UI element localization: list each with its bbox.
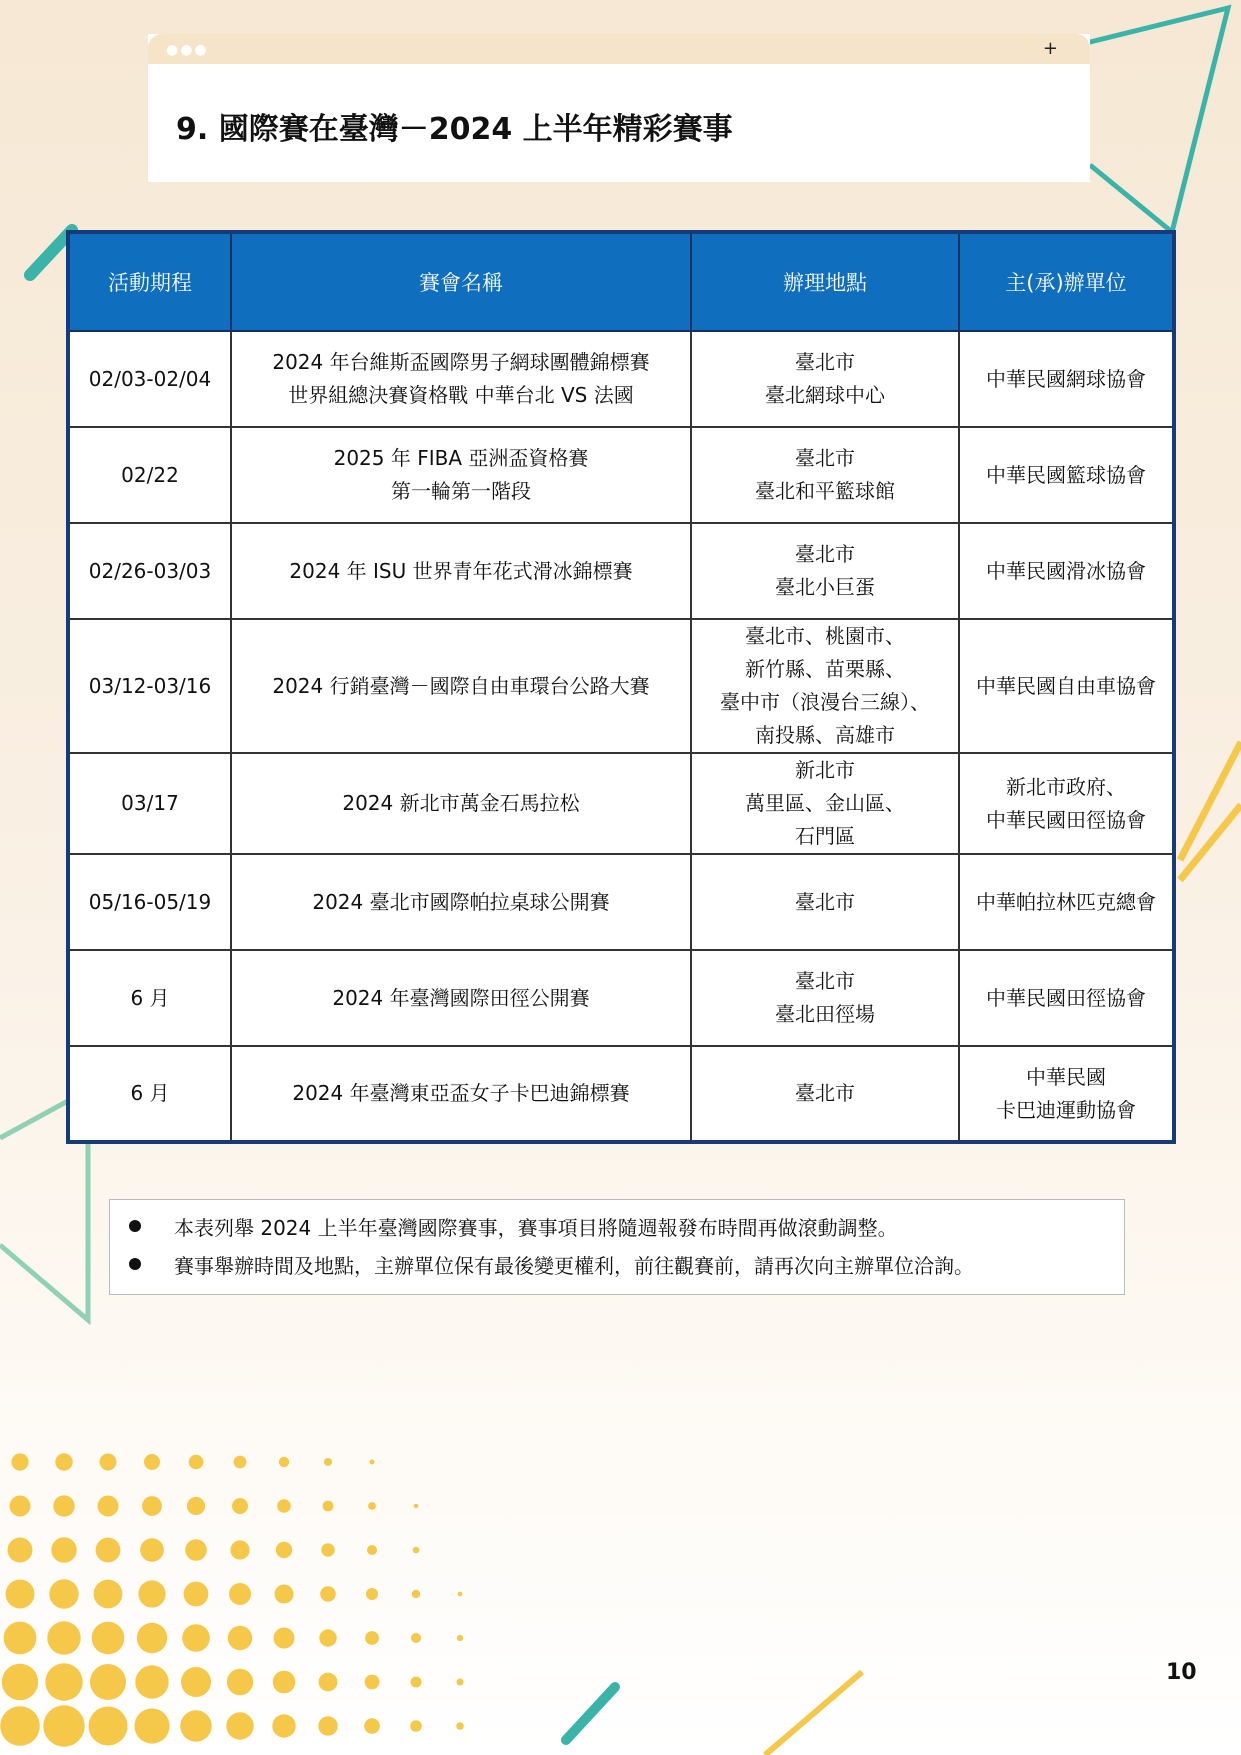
dot — [47, 1621, 80, 1654]
dot — [43, 1705, 84, 1746]
venue-cell-line: 臺北田徑場 — [775, 1002, 875, 1026]
dot — [276, 1542, 292, 1558]
event-cell — [231, 1046, 691, 1142]
venue-cell — [691, 950, 959, 1046]
dot — [135, 1665, 168, 1698]
dot — [181, 1667, 211, 1697]
venue-cell-line: 石門區 — [795, 824, 855, 848]
dot — [367, 1545, 377, 1555]
dot — [227, 1669, 253, 1695]
organizer-cell-line: 卡巴迪運動協會 — [996, 1097, 1136, 1122]
organizer-cell-line: 中華民國自由車協會 — [976, 673, 1156, 698]
dot — [187, 1497, 205, 1515]
dot — [185, 1539, 207, 1561]
date-cell: 6 月 — [68, 1046, 231, 1142]
venue-cell — [691, 753, 959, 854]
date-cell: 02/03-02/04 — [68, 331, 231, 427]
venue-cell-line: 臺北市 — [795, 542, 855, 566]
dot — [189, 1455, 204, 1470]
dot — [232, 1498, 248, 1514]
note-item — [110, 1250, 1124, 1288]
organizer-cell — [959, 753, 1174, 854]
organizer-cell-line: 中華帕拉林匹克總會 — [976, 889, 1156, 914]
dot — [411, 1677, 422, 1688]
dot — [182, 1624, 210, 1652]
dot — [90, 1664, 126, 1700]
table-row — [68, 753, 1174, 854]
table-row — [68, 854, 1174, 950]
date-cell: 02/26-03/03 — [68, 523, 231, 619]
event-cell — [231, 950, 691, 1046]
dot — [180, 1710, 211, 1741]
date-cell: 03/17 — [68, 753, 231, 854]
plus-icon: + — [1042, 38, 1058, 59]
dot — [272, 1714, 295, 1737]
organizer-cell-line: 中華民國 — [1026, 1064, 1106, 1089]
dot — [366, 1588, 378, 1600]
dot — [275, 1585, 294, 1604]
date-cell: 03/12-03/16 — [68, 619, 231, 753]
event-cell-line: 2025 年 FIBA 亞洲盃資格賽 — [333, 446, 589, 470]
dot — [134, 1708, 169, 1743]
event-cell-line: 2024 臺北市國際帕拉桌球公開賽 — [312, 889, 610, 914]
dot — [319, 1673, 338, 1692]
organizer-cell — [959, 523, 1174, 619]
dot — [140, 1538, 164, 1562]
dot — [45, 1663, 82, 1700]
venue-cell — [691, 331, 959, 427]
dot — [365, 1631, 379, 1645]
event-cell — [231, 427, 691, 523]
organizer-cell-line: 中華民國籃球協會 — [986, 462, 1146, 487]
date-cell: 6 月 — [68, 950, 231, 1046]
dot — [414, 1504, 419, 1509]
dot — [11, 1453, 28, 1470]
header-venue: 辦理地點 — [691, 232, 959, 331]
event-cell-line: 世界組總決賽資格戰 中華台北 VS 法國 — [288, 383, 634, 407]
dot — [138, 1580, 165, 1607]
venue-cell-line: 臺北市、桃園市、 — [745, 624, 905, 648]
venue-cell — [691, 619, 959, 753]
dot — [277, 1499, 291, 1513]
teal-triangle-base — [1090, 165, 1172, 232]
dot — [4, 1622, 37, 1655]
venue-cell-line: 臺北市 — [795, 446, 855, 470]
dot — [226, 1712, 253, 1739]
yellow-dash-bottom — [765, 1672, 862, 1755]
title-card — [148, 34, 1090, 182]
dot — [228, 1626, 252, 1650]
dot — [0, 1706, 40, 1746]
venue-cell-line: 臺北和平籃球館 — [755, 479, 895, 503]
dot — [364, 1718, 380, 1734]
bullet-icon — [129, 1220, 141, 1232]
dot — [319, 1629, 336, 1646]
dot — [318, 1716, 337, 1735]
dot — [6, 1580, 35, 1609]
venue-cell-line: 臺北市 — [795, 969, 855, 993]
table-row — [68, 619, 1174, 753]
organizer-cell — [959, 331, 1174, 427]
venue-cell — [691, 427, 959, 523]
table-row — [68, 331, 1174, 427]
organizer-cell — [959, 854, 1174, 950]
dot — [230, 1540, 249, 1559]
dot — [51, 1537, 76, 1562]
venue-cell-line: 臺北市 — [795, 350, 855, 374]
dot — [92, 1622, 125, 1655]
dot — [144, 1454, 160, 1470]
dot — [457, 1635, 463, 1641]
dot — [2, 1664, 38, 1700]
note-item — [110, 1212, 1124, 1250]
date-cell: 02/22 — [68, 427, 231, 523]
dot — [324, 1458, 332, 1466]
dot — [94, 1580, 123, 1609]
dot — [412, 1590, 420, 1598]
dot — [370, 1460, 375, 1465]
venue-cell-line: 臺北網球中心 — [765, 383, 885, 407]
table-row — [68, 950, 1174, 1046]
dot — [184, 1582, 209, 1607]
note-text: 賽事舉辦時間及地點，主辦單位保有最後變更權利，前往觀賽前，請再次向主辦單位洽詢。 — [174, 1254, 974, 1278]
dot — [279, 1457, 289, 1467]
date-cell: 05/16-05/19 — [68, 854, 231, 950]
dot — [53, 1495, 74, 1516]
organizer-cell — [959, 1046, 1174, 1142]
events-table — [66, 230, 1176, 1144]
page-title: 9. 國際賽在臺灣－2024 上半年精彩賽事 — [176, 112, 733, 147]
table-row — [68, 1046, 1174, 1142]
event-cell — [231, 331, 691, 427]
dot — [100, 1454, 117, 1471]
dot — [137, 1623, 167, 1653]
bullet-icon — [129, 1258, 141, 1270]
venue-cell-line: 臺北小巨蛋 — [775, 575, 875, 599]
dot — [89, 1707, 128, 1746]
dot — [234, 1456, 247, 1469]
venue-cell-line: 新北市 — [795, 758, 855, 782]
header-organizer: 主(承)辦單位 — [959, 232, 1174, 331]
organizer-cell-line: 中華民國田徑協會 — [986, 985, 1146, 1010]
venue-cell-line: 新竹縣、苗栗縣、 — [745, 657, 905, 681]
venue-cell-line: 臺北市 — [795, 889, 855, 914]
dot — [413, 1547, 420, 1554]
organizer-cell — [959, 950, 1174, 1046]
dot — [98, 1496, 119, 1517]
notes-box — [109, 1199, 1125, 1295]
page-number: 10 — [1166, 1660, 1197, 1685]
event-cell-line: 2024 年臺灣東亞盃女子卡巴迪錦標賽 — [292, 1081, 630, 1105]
event-cell-line: 2024 行銷臺灣－國際自由車環台公路大賽 — [272, 673, 650, 698]
teal-triangle-line — [1082, 8, 1228, 232]
dot — [142, 1496, 162, 1516]
dot — [456, 1722, 464, 1730]
event-cell-line: 2024 年臺灣國際田徑公開賽 — [332, 985, 590, 1010]
dot — [8, 1538, 33, 1563]
title-window-bar — [148, 34, 1090, 64]
dot — [365, 1675, 380, 1690]
table-header-row — [68, 232, 1174, 331]
venue-cell — [691, 1046, 959, 1142]
teal-dash-bottom — [566, 1687, 615, 1740]
organizer-cell-line: 中華民國田徑協會 — [986, 807, 1146, 832]
venue-cell-line: 萬里區、金山區、 — [745, 791, 905, 815]
event-cell — [231, 753, 691, 854]
dot — [320, 1586, 336, 1602]
event-cell — [231, 854, 691, 950]
dot — [368, 1502, 376, 1510]
table-row — [68, 523, 1174, 619]
dot — [10, 1496, 31, 1517]
dot — [49, 1579, 78, 1608]
dot — [229, 1583, 251, 1605]
dot — [274, 1628, 295, 1649]
organizer-cell — [959, 619, 1174, 753]
event-cell-line: 2024 年 ISU 世界青年花式滑冰錦標賽 — [289, 558, 633, 583]
dot — [55, 1453, 72, 1470]
event-cell — [231, 619, 691, 753]
header-date: 活動期程 — [68, 232, 231, 331]
event-cell-line: 2024 年台維斯盃國際男子網球團體錦標賽 — [272, 350, 650, 374]
dot — [458, 1592, 463, 1597]
organizer-cell-line: 中華民國網球協會 — [986, 366, 1146, 391]
venue-cell-line: 南投縣、高雄市 — [755, 723, 895, 747]
note-text: 本表列舉 2024 上半年臺灣國際賽事，賽事項目將隨週報發布時間再做滾動調整。 — [174, 1216, 898, 1240]
event-cell-line: 2024 新北市萬金石馬拉松 — [342, 791, 580, 815]
venue-cell — [691, 854, 959, 950]
yellow-dot-pattern — [0, 1453, 464, 1746]
dot — [457, 1679, 464, 1686]
venue-cell-line: 臺北市 — [795, 1081, 855, 1105]
header-event: 賽會名稱 — [231, 232, 691, 331]
organizer-cell-line: 新北市政府、 — [1006, 774, 1126, 799]
event-cell-line: 第一輪第一階段 — [391, 479, 531, 503]
organizer-cell-line: 中華民國滑冰協會 — [986, 558, 1146, 583]
dot — [411, 1633, 421, 1643]
venue-cell — [691, 523, 959, 619]
dot — [323, 1501, 334, 1512]
dot — [96, 1538, 121, 1563]
organizer-cell — [959, 427, 1174, 523]
event-cell — [231, 523, 691, 619]
venue-cell-line: 臺中市（浪漫台三線）、 — [720, 690, 930, 714]
dot — [410, 1720, 422, 1732]
window-dots-icon: ●●● — [166, 42, 209, 58]
dot — [321, 1543, 334, 1556]
table-row — [68, 427, 1174, 523]
dot — [273, 1671, 296, 1694]
